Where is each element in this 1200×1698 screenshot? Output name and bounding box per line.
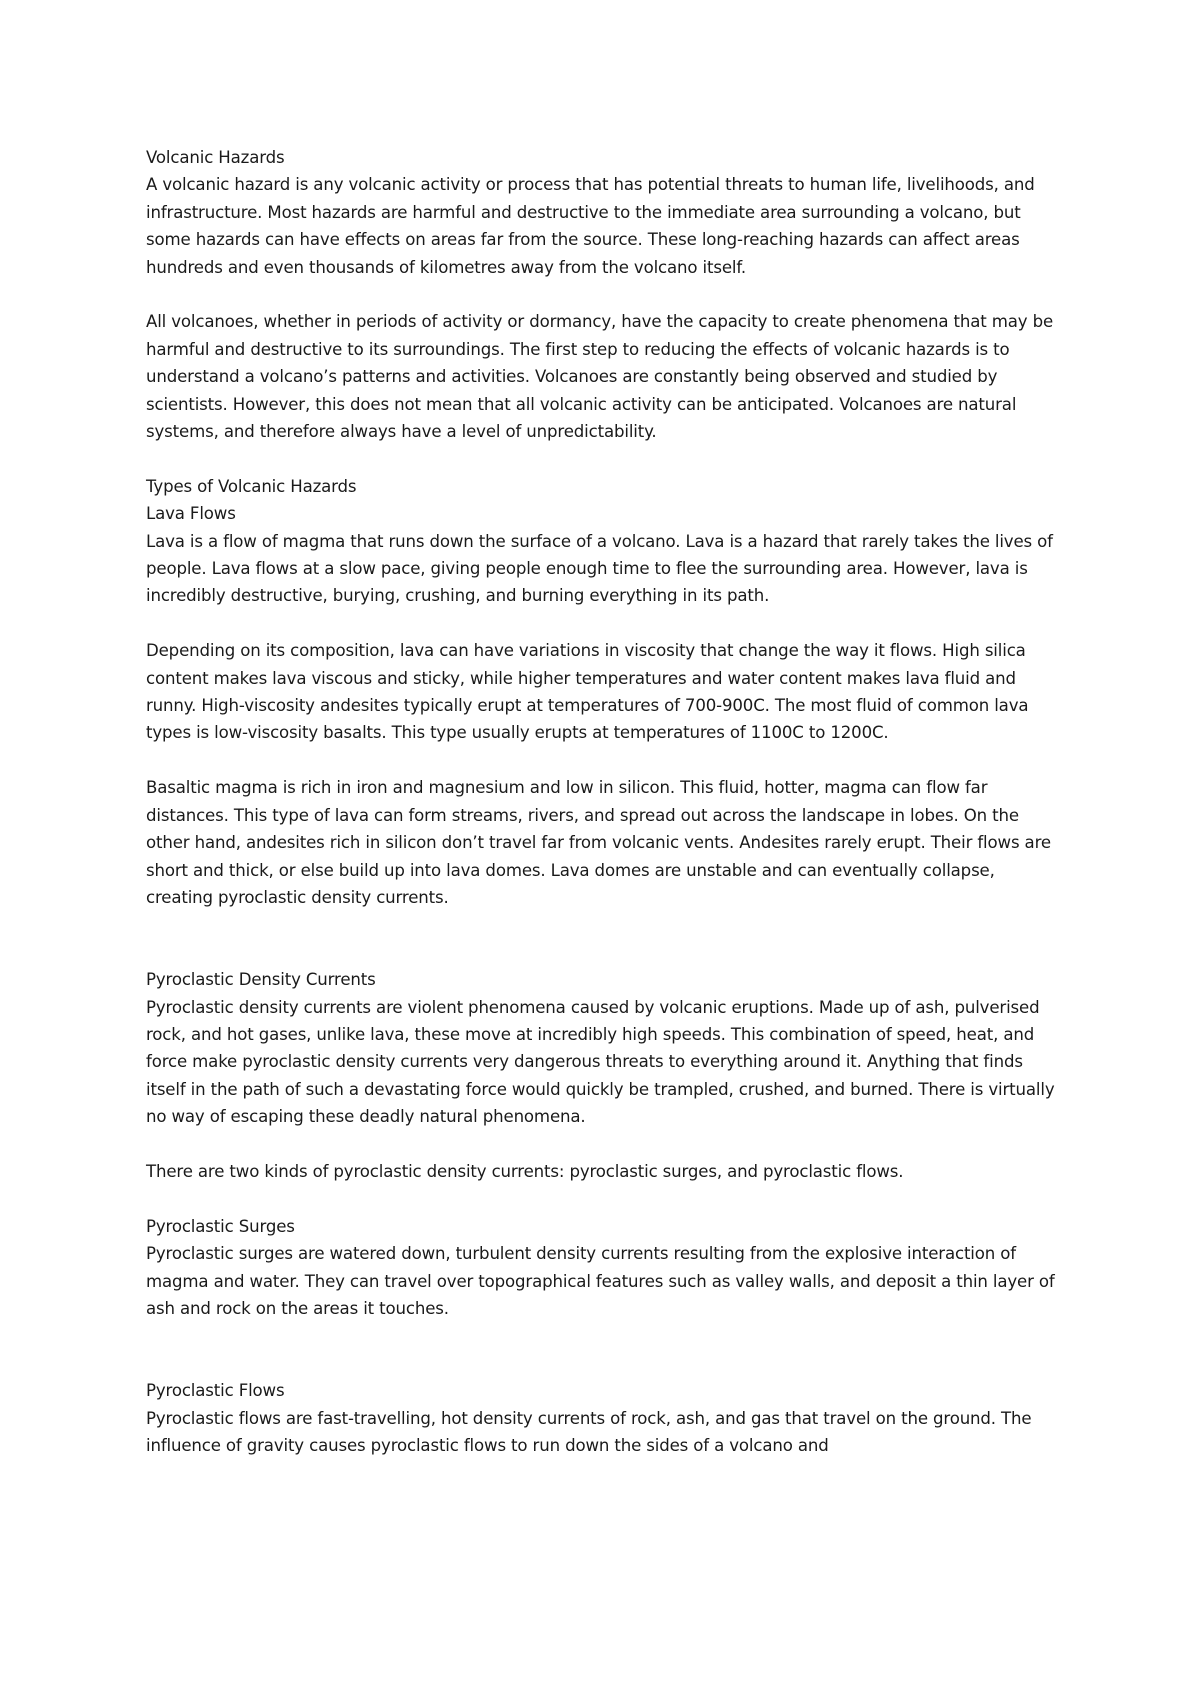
paragraph-spacer xyxy=(146,1185,1066,1212)
subheading-pyroclastic-density-currents: Pyroclastic Density Currents xyxy=(146,970,376,990)
paragraph-surges-1: Pyroclastic surges are watered down, turbulent density currents resulting from the explosive interaction of magma and water. They can travel over topographical features such as valley walls, and deposit a thin layer of ash and rock on the areas it touches. xyxy=(146,1244,1055,1318)
subheading-pyroclastic-flows: Pyroclastic Flows xyxy=(146,1381,285,1401)
section-heading-types: Types of Volcanic Hazards xyxy=(146,476,357,496)
paragraph-flows-1: Pyroclastic flows are fast-travelling, hot density currents of rock, ash, and gas that travel on the ground. The influence of gravity causes pyroclastic flows to run down the sides of a volcano and xyxy=(146,1408,1032,1455)
subheading-lava-flows: Lava Flows xyxy=(146,504,236,524)
paragraph-intro-definition: A volcanic hazard is any volcanic activity or process that has potential threats to human life, livelihoods, and infrastructure. Most hazards are harmful and destructive to the immediate area surrounding a volcano, but some hazards can have effects on areas far from the source. These long-reaching hazards can affect areas hundreds and even thousands of kilometres away from the volcano itself. xyxy=(146,175,1035,277)
paragraph-lava-1: Lava is a flow of magma that runs down the surface of a volcano. Lava is a hazard that rarely takes the lives of people. Lava flows at a slow pace, giving people enough time to flee the surrounding area. However, lava is incredibly destructive, burying, crushing, and burning everything in its path. xyxy=(146,531,1053,606)
paragraph-spacer xyxy=(146,610,1066,637)
paragraph-lava-3: Basaltic magma is rich in iron and magnesium and low in silicon. This fluid, hotter, magma can flow far distances. This type of lava can form streams, rivers, and spread out across the landscape in lobes. On the other hand, andesites rich in silicon don’t travel far from volcanic vents. Andesites rarely erupt. Their flows are short and thick, or else build up into lava domes. Lava domes are unstable and can eventually collapse, creating pyroclastic density currents. xyxy=(146,778,1051,907)
paragraph-pdc-1: Pyroclastic density currents are violent phenomena caused by volcanic eruptions. Made up of ash, pulverised rock, and hot gases, unlike lava, these move at incredibly high speeds. This combination of speed, heat, and force make pyroclastic density currents very dangerous threats to everything around it. Anything that finds itself in the path of such a devastating force would quickly be trampled, crushed, and burned. There is virtually no way of escaping these deadly natural phenomena. xyxy=(146,997,1055,1127)
paragraph-lava-2: Depending on its composition, lava can have variations in viscosity that change the way it flows. High silica content makes lava viscous and sticky, while higher temperatures and water content makes lava fluid and runny. High-viscosity andesites typically erupt at temperatures of 700-900C. The most fluid of common lava types is low-viscosity basalts. This type usually erupts at temperatures of 1100C to 1200C. xyxy=(146,641,1029,743)
paragraph-spacer xyxy=(146,1322,1066,1377)
paragraph-spacer xyxy=(146,281,1066,308)
paragraph-intro-volcanoes: All volcanoes, whether in periods of activity or dormancy, have the capacity to create phenomena that may be harmful and destructive to its surroundings. The first step to reducing the effects of volcanic hazards is to understand a volcano’s patterns and activities. Volcanoes are constantly being observed and studied by scientists. However, this does not mean that all volcanic activity can be anticipated. Volcanoes are natural systems, and therefore always have a level of unpredictability. xyxy=(146,312,1054,442)
paragraph-spacer xyxy=(146,1131,1066,1158)
paragraph-spacer xyxy=(146,747,1066,774)
section-heading-volcanic-hazards: Volcanic Hazards xyxy=(146,148,285,167)
paragraph-spacer xyxy=(146,911,1066,966)
paragraph-pdc-2: There are two kinds of pyroclastic density currents: pyroclastic surges, and pyroclastic flows. xyxy=(146,1161,904,1181)
paragraph-spacer xyxy=(146,445,1066,472)
subheading-pyroclastic-surges: Pyroclastic Surges xyxy=(146,1216,295,1236)
document-body xyxy=(146,144,1066,1459)
